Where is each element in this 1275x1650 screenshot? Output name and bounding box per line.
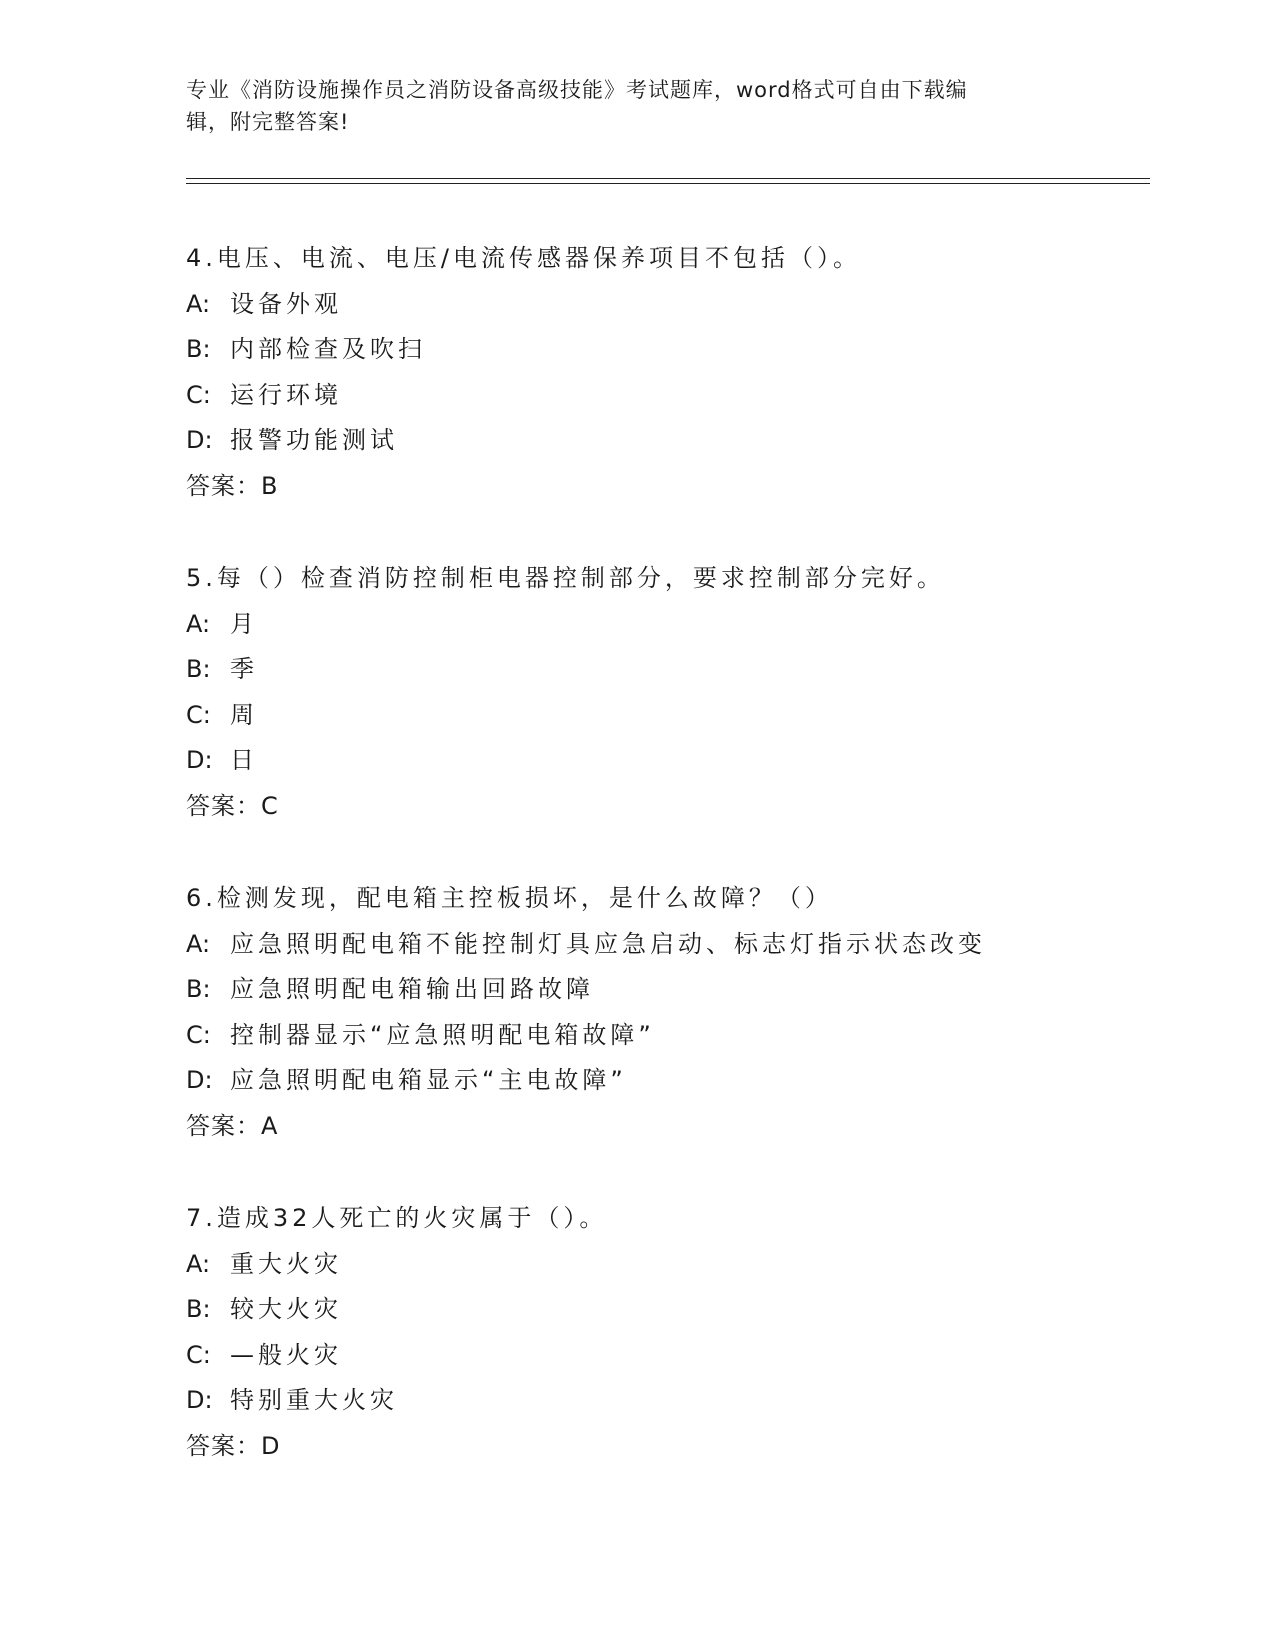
answer-line: 答案：B: [186, 471, 279, 500]
option-label: B:: [186, 335, 211, 363]
option-label: B:: [186, 1295, 211, 1323]
option-d: [186, 1378, 1126, 1424]
option-label: D:: [186, 746, 213, 774]
question-stem: 6.检测发现，配电箱主控板损坏，是什么故障？（）: [186, 884, 833, 912]
option-c: [186, 1013, 1126, 1059]
option-text: —般火灾: [230, 1340, 342, 1369]
option-b: [186, 967, 1126, 1013]
option-label: A:: [186, 929, 211, 958]
option-label: C:: [186, 1340, 211, 1369]
option-a: [186, 282, 1126, 328]
option-text: 应急照明配电箱显示“主电故障”: [230, 1066, 627, 1094]
option-b: [186, 1287, 1126, 1333]
option-c: [186, 693, 1126, 739]
option-label: C:: [186, 1020, 211, 1049]
answer-line: 答案：A: [186, 1111, 279, 1140]
question-block: [186, 236, 1126, 509]
option-a: [186, 1242, 1126, 1288]
option-b: [186, 327, 1126, 373]
option-label: B:: [186, 975, 211, 1003]
option-text: 重大火灾: [230, 1249, 342, 1278]
option-label: B:: [186, 655, 211, 683]
header-divider-top: [186, 178, 1150, 179]
intro-line-1: 专业《消防设施操作员之消防设备高级技能》考试题库，word格式可自由下载编: [186, 78, 968, 102]
option-label: D:: [186, 1066, 213, 1094]
option-label: C:: [186, 700, 211, 729]
option-label: A:: [186, 289, 211, 318]
answer-line: 答案：D: [186, 1431, 281, 1460]
option-label: A:: [186, 1249, 211, 1278]
option-c: [186, 1333, 1126, 1379]
question-stem: 5.每（）检查消防控制柜电器控制部分，要求控制部分完好。: [186, 564, 945, 592]
header-divider-bottom: [186, 183, 1150, 184]
option-text: 应急照明配电箱不能控制灯具应急启动、标志灯指示状态改变: [230, 929, 986, 958]
option-a: [186, 602, 1126, 648]
option-d: [186, 418, 1126, 464]
option-text: 周: [230, 700, 258, 729]
option-c: [186, 373, 1126, 419]
option-label: A:: [186, 609, 211, 638]
option-text: 设备外观: [230, 289, 342, 318]
option-text: 控制器显示“应急照明配电箱故障”: [230, 1020, 655, 1049]
question-block: [186, 876, 1126, 1149]
option-text: 特别重大火灾: [230, 1386, 398, 1414]
option-text: 报警功能测试: [230, 426, 398, 454]
question-stem: 7.造成32人死亡的火灾属于（）。: [186, 1204, 608, 1232]
question-block: [186, 1196, 1126, 1469]
option-a: [186, 922, 1126, 968]
intro-line-2: 辑，附完整答案!: [186, 110, 350, 134]
option-text: 月: [230, 609, 258, 638]
document-intro: [186, 74, 1066, 138]
question-block: [186, 556, 1126, 829]
option-label: D:: [186, 426, 213, 454]
option-text: 运行环境: [230, 380, 342, 409]
option-label: D:: [186, 1386, 213, 1414]
option-d: [186, 1058, 1126, 1104]
option-text: 较大火灾: [230, 1295, 342, 1323]
option-text: 日: [230, 746, 258, 774]
option-label: C:: [186, 380, 211, 409]
option-text: 应急照明配电箱输出回路故障: [230, 975, 594, 1003]
option-text: 季: [230, 655, 258, 683]
option-b: [186, 647, 1126, 693]
option-text: 内部检查及吹扫: [230, 335, 426, 363]
question-stem: 4.电压、电流、电压/电流传感器保养项目不包括（）。: [186, 244, 861, 272]
option-d: [186, 738, 1126, 784]
answer-line: 答案：C: [186, 791, 279, 820]
